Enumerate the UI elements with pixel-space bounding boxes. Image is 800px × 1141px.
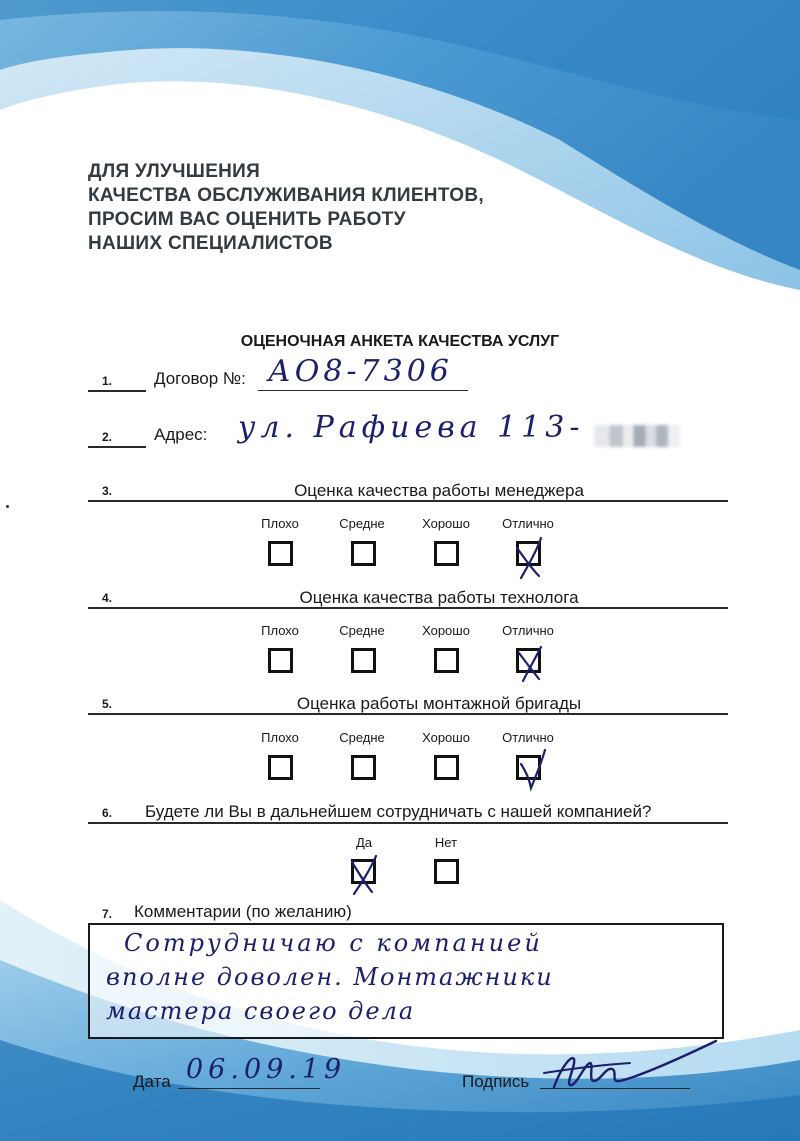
contract-line xyxy=(258,390,468,391)
checkbox-excellent[interactable] xyxy=(516,755,541,780)
option-label: Средне xyxy=(339,730,385,745)
option-label: Средне xyxy=(339,516,385,531)
checkbox-poor[interactable] xyxy=(268,648,293,673)
installers-rating-label: Оценка работы монтажной бригады xyxy=(296,694,582,713)
comment-line: мастера своего дела xyxy=(106,997,416,1025)
check-mark-icon xyxy=(511,534,551,578)
option-label: Отлично xyxy=(502,623,554,638)
checkbox-poor[interactable] xyxy=(268,755,293,780)
checkbox-poor[interactable] xyxy=(268,541,293,566)
option-label: Плохо xyxy=(261,730,299,745)
comments-textarea[interactable] xyxy=(88,923,724,1039)
question-number: 3. xyxy=(102,484,113,498)
cooperation-question: Будете ли Вы в дальнейшем сотрудничать с нашей компанией? xyxy=(145,802,652,821)
form-title: ОЦЕНОЧНАЯ АНКЕТА КАЧЕСТВА УСЛУГ xyxy=(240,333,560,350)
option-label: Плохо xyxy=(261,623,299,638)
question-number: 5. xyxy=(102,697,113,711)
option-label: Хорошо xyxy=(422,730,470,745)
number-underline xyxy=(88,390,146,392)
option-label: Плохо xyxy=(261,516,299,531)
checkbox-no[interactable] xyxy=(434,859,459,884)
header-heading xyxy=(88,160,484,256)
option-label: Да xyxy=(355,835,373,850)
date-label: Дата xyxy=(133,1072,171,1091)
question-number: 6. xyxy=(102,806,113,820)
checkbox-good[interactable] xyxy=(434,648,459,673)
question-number: 7. xyxy=(102,907,113,921)
option-label: Отлично xyxy=(502,730,554,745)
contract-label: Договор №: xyxy=(154,369,246,388)
checkbox-average[interactable] xyxy=(351,648,376,673)
checkbox-yes[interactable] xyxy=(351,859,376,884)
scan-speck xyxy=(6,505,9,508)
technologist-rating-label: Оценка качества работы технолога xyxy=(299,588,579,607)
check-mark-icon xyxy=(511,748,551,792)
section-line xyxy=(88,822,728,824)
address-label: Адрес: xyxy=(154,425,208,444)
question-number: 4. xyxy=(102,591,113,605)
contract-number-value[interactable]: АО8-7306 xyxy=(268,354,453,389)
question-number: 1. xyxy=(102,374,113,388)
checkbox-average[interactable] xyxy=(351,755,376,780)
redacted-address xyxy=(594,425,680,447)
option-label: Хорошо xyxy=(422,623,470,638)
comment-line: Сотрудничаю с компанией xyxy=(124,929,543,957)
signature-label: Подпись xyxy=(462,1072,530,1091)
date-line xyxy=(178,1088,320,1089)
address-value[interactable]: ул. Рафиева 113- xyxy=(238,410,585,445)
check-mark-icon xyxy=(511,641,551,685)
comments-label: Комментарии (по желанию) xyxy=(134,902,352,921)
comment-line: вполне доволен. Монтажники xyxy=(106,963,554,991)
header-line: НАШИХ СПЕЦИАЛИСТОВ xyxy=(88,233,333,254)
option-label: Средне xyxy=(339,623,385,638)
date-value[interactable]: 06.09.19 xyxy=(186,1054,347,1085)
checkbox-good[interactable] xyxy=(434,541,459,566)
header-line: ДЛЯ УЛУЧШЕНИЯ xyxy=(88,161,261,182)
header-line: ПРОСИМ ВАС ОЦЕНИТЬ РАБОТУ xyxy=(88,209,406,230)
manager-rating-label: Оценка качества работы менеджера xyxy=(294,481,584,500)
checkbox-excellent[interactable] xyxy=(516,648,541,673)
option-label: Отлично xyxy=(502,516,554,531)
check-mark-icon xyxy=(346,852,386,896)
number-underline xyxy=(88,446,146,448)
signature-icon xyxy=(540,1035,730,1095)
checkbox-good[interactable] xyxy=(434,755,459,780)
option-label: Нет xyxy=(434,835,458,850)
header-line: КАЧЕСТВА ОБСЛУЖИВАНИЯ КЛИЕНТОВ, xyxy=(88,185,484,206)
checkbox-average[interactable] xyxy=(351,541,376,566)
option-label: Хорошо xyxy=(422,516,470,531)
checkbox-excellent[interactable] xyxy=(516,541,541,566)
question-number: 2. xyxy=(102,430,113,444)
